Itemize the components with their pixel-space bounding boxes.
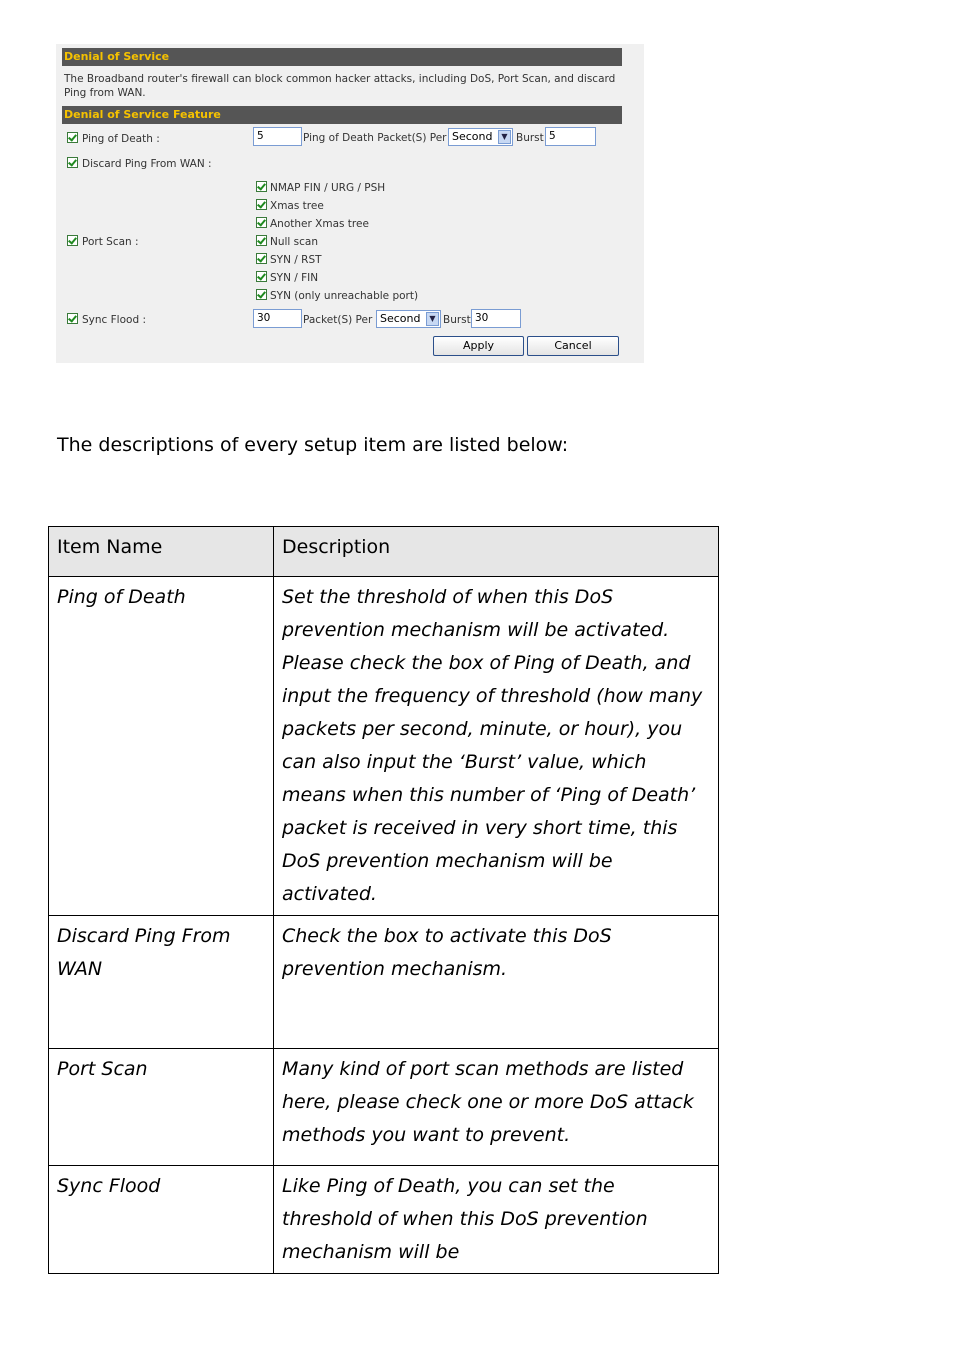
ping-of-death-checkbox[interactable]	[67, 132, 78, 143]
table-row	[49, 577, 719, 916]
sync-flood-burst-label: Burst	[443, 314, 471, 326]
sync-flood-checkbox[interactable]	[67, 313, 78, 324]
description-cell: Like Ping of Death, you can set the threshold of when this DoS prevention mechanism will be	[274, 1166, 719, 1274]
description-cell: Set the threshold of when this DoS prevention mechanism will be activated. Please check the box of Ping of Death, and input the frequency of threshold (how many packets per second, minute, or hour), you can also input the ‘Burst’ value, which means when this number of ‘Ping of Death’ packet is received in very short time, this DoS prevention mechanism will be activated.	[274, 577, 719, 916]
column-header-description: Description	[274, 527, 719, 577]
port-scan-option: Null scan	[270, 236, 319, 248]
feature-title-bar: Denial of Service Feature	[62, 106, 622, 124]
item-name-cell: Port Scan	[49, 1049, 274, 1166]
ping-of-death-rate-input[interactable]: 5	[253, 127, 302, 146]
sync-flood-burst-input[interactable]: 30	[471, 309, 521, 328]
sync-flood-label: Sync Flood :	[82, 314, 146, 326]
sync-flood-unit-select[interactable]	[376, 310, 441, 328]
syn-unreachable-checkbox[interactable]	[256, 289, 267, 300]
port-scan-option: SYN / FIN	[270, 272, 319, 284]
syn-rst-checkbox[interactable]	[256, 253, 267, 264]
intro-line-1: The Broadband router's firewall can block common hacker attacks, including DoS, Port Scan, and discard	[64, 73, 616, 85]
syn-fin-checkbox[interactable]	[256, 271, 267, 282]
xmas-tree-checkbox[interactable]	[256, 199, 267, 210]
ping-of-death-burst-label: Burst	[516, 132, 544, 144]
port-scan-option: SYN (only unreachable port)	[270, 290, 419, 302]
table-row	[49, 916, 719, 1049]
table-row	[49, 1166, 719, 1274]
sync-flood-rate-input[interactable]: 30	[253, 309, 302, 328]
port-scan-label: Port Scan :	[82, 236, 139, 248]
ping-of-death-burst-input[interactable]: 5	[545, 127, 596, 146]
another-xmas-tree-checkbox[interactable]	[256, 217, 267, 228]
port-scan-option: NMAP FIN / URG / PSH	[270, 182, 386, 194]
chevron-down-icon: ▼	[498, 130, 511, 144]
discard-ping-checkbox[interactable]	[67, 157, 78, 168]
table-header-row	[49, 527, 719, 577]
column-header-item-name: Item Name	[49, 527, 274, 577]
item-name-cell: Sync Flood	[49, 1166, 274, 1274]
table-row	[49, 1049, 719, 1166]
cancel-button[interactable]: Cancel	[527, 336, 619, 356]
ping-of-death-unit-value: Second	[452, 130, 493, 143]
descriptions-intro: The descriptions of every setup item are listed below:	[57, 434, 569, 456]
sync-flood-packets-label: Packet(S) Per	[303, 314, 373, 326]
port-scan-option: Xmas tree	[270, 200, 324, 212]
port-scan-option: Another Xmas tree	[270, 218, 369, 230]
chevron-down-icon: ▼	[426, 312, 439, 326]
port-scan-checkbox[interactable]	[67, 235, 78, 246]
description-cell: Check the box to activate this DoS prevention mechanism.	[274, 916, 719, 1049]
ping-of-death-packets-label: Ping of Death Packet(S) Per	[303, 132, 447, 144]
nmap-checkbox[interactable]	[256, 181, 267, 192]
ping-of-death-label: Ping of Death :	[82, 133, 160, 145]
dos-settings-panel	[56, 44, 644, 363]
null-scan-checkbox[interactable]	[256, 235, 267, 246]
intro-line-2: Ping from WAN.	[64, 87, 146, 99]
section-title-bar: Denial of Service	[62, 48, 622, 66]
apply-button[interactable]: Apply	[433, 336, 524, 356]
discard-ping-label: Discard Ping From WAN :	[82, 158, 212, 170]
item-name-cell: Ping of Death	[49, 577, 274, 916]
description-cell: Many kind of port scan methods are listed here, please check one or more DoS attack methods you want to prevent.	[274, 1049, 719, 1166]
port-scan-option: SYN / RST	[270, 254, 322, 266]
description-table	[48, 526, 719, 1274]
sync-flood-unit-value: Second	[380, 312, 421, 325]
item-name-cell: Discard Ping From WAN	[49, 916, 274, 1049]
ping-of-death-unit-select[interactable]	[448, 128, 513, 146]
